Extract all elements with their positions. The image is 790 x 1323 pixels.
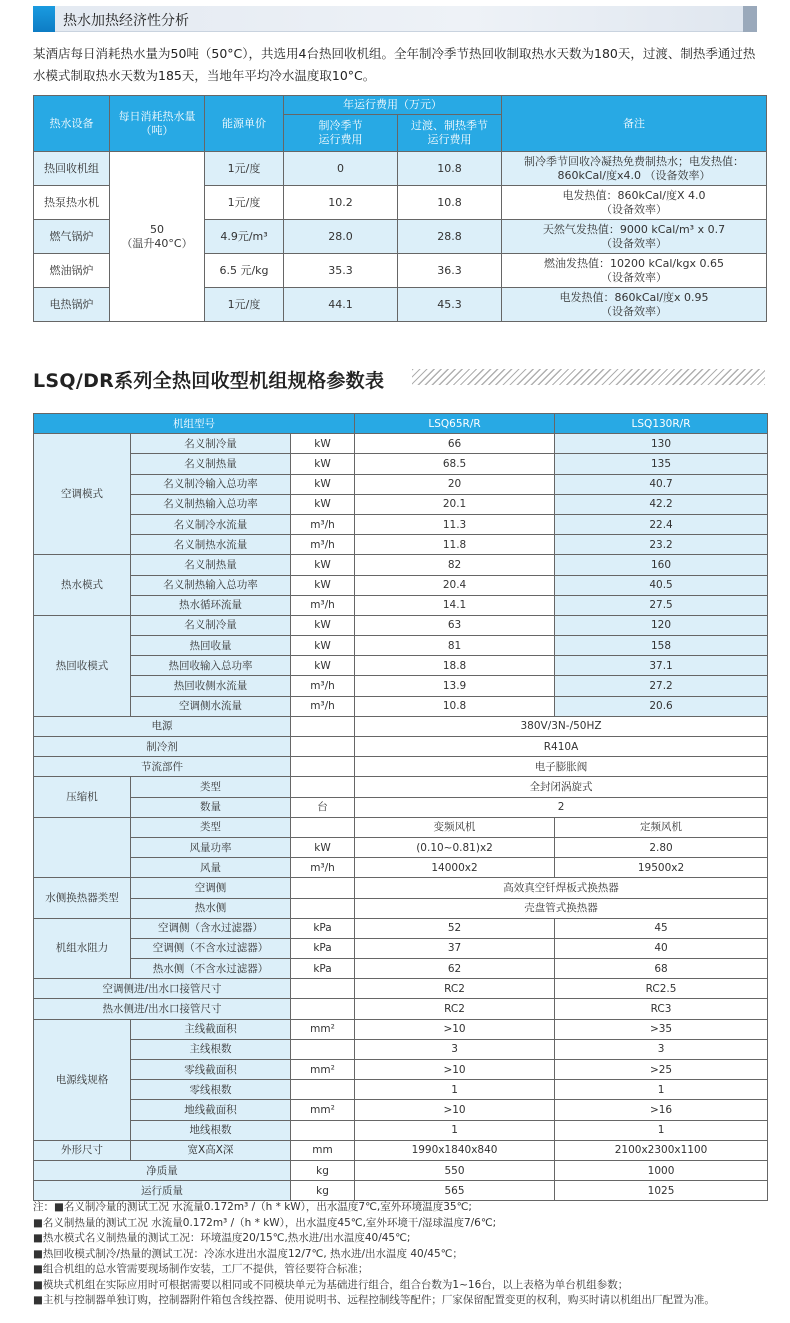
cell-item: 空调侧水流量: [131, 696, 291, 716]
cell-price: 1元/度: [205, 288, 284, 322]
cell-item: 热水侧进/出水口接管尺寸: [34, 999, 291, 1019]
cell-item: 风量功率: [131, 837, 291, 857]
cell-item: 热回收量: [131, 636, 291, 656]
th-price: 能源单价: [205, 96, 284, 152]
table-row: [34, 1140, 768, 1160]
table-row: [34, 1181, 768, 1201]
cell-unit: [291, 757, 355, 777]
table-row: [34, 595, 768, 615]
cell-unit: kPa: [291, 959, 355, 979]
cell-value-1: 10.8: [355, 696, 555, 716]
cell-value-2: 1: [555, 1120, 768, 1140]
group-label: 热回收模式: [34, 615, 131, 716]
cell-value: 2: [355, 797, 768, 817]
cell-remark: 燃油发热值：10200 kCal/kgx 0.65 （设备效率）: [502, 254, 767, 288]
cell-unit: kW: [291, 575, 355, 595]
table-header-row: [34, 414, 768, 434]
table-row: [34, 817, 768, 837]
spec-section-title: LSQ/DR系列全热回收型机组规格参数表: [33, 370, 385, 392]
th-annual: 年运行费用（万元）: [284, 96, 502, 115]
cell-value-2: 27.5: [555, 595, 768, 615]
cell-value-1: (0.10~0.81)x2: [355, 837, 555, 857]
cell-daily: 50 （温升40°C）: [110, 152, 205, 322]
cell-item: 空调侧进/出水口接管尺寸: [34, 979, 291, 999]
cell-unit: mm²: [291, 1019, 355, 1039]
cell-value-2: 135: [555, 454, 768, 474]
cell-unit: kW: [291, 615, 355, 635]
cell-transition: 36.3: [398, 254, 502, 288]
group-label: 外形尺寸: [34, 1140, 131, 1160]
cell-unit: [291, 737, 355, 757]
table-row: [34, 676, 768, 696]
cell-item: 名义制冷量: [131, 615, 291, 635]
note-line: ■模块式机组在实际应用时可根据需要以相同或不同模块单元为基础进行组合，组合台数为1~16台，以上表格为单台机组参数；: [33, 1278, 629, 1291]
cell-value-1: 14.1: [355, 595, 555, 615]
cell-value-1: 565: [355, 1181, 555, 1201]
cell-remark: 天然气发热值：9000 kCal/m³ x 0.7 （设备效率）: [502, 220, 767, 254]
cell-unit: [291, 898, 355, 918]
cell-item: 电源: [34, 716, 291, 736]
cell-unit: mm²: [291, 1060, 355, 1080]
cell-value-2: RC3: [555, 999, 768, 1019]
cell-value-2: 27.2: [555, 676, 768, 696]
table-row: [34, 757, 768, 777]
cell-value-1: 20.1: [355, 494, 555, 514]
cell-item: 空调侧（不含水过滤器）: [131, 938, 291, 958]
th-device: 热水设备: [34, 96, 110, 152]
cell-value: 高效真空钎焊板式换热器: [355, 878, 768, 898]
cell-item: 热水侧: [131, 898, 291, 918]
cell-value-2: 1: [555, 1080, 768, 1100]
cell-value-2: 40.5: [555, 575, 768, 595]
cell-value-2: 37.1: [555, 656, 768, 676]
cell-item: 地线截面积: [131, 1100, 291, 1120]
notes-block: [33, 1200, 773, 1309]
cell-unit: [291, 1120, 355, 1140]
cell-device: 电热锅炉: [34, 288, 110, 322]
cell-value: R410A: [355, 737, 768, 757]
cell-unit: kW: [291, 494, 355, 514]
cell-value-2: 1025: [555, 1181, 768, 1201]
cell-unit: kW: [291, 656, 355, 676]
cell-value-2: 40: [555, 938, 768, 958]
table-row: [34, 938, 768, 958]
cell-value-1: >10: [355, 1019, 555, 1039]
cell-item: 数量: [131, 797, 291, 817]
cell-value-1: 18.8: [355, 656, 555, 676]
cell-transition: 45.3: [398, 288, 502, 322]
cell-value: 全封闭涡旋式: [355, 777, 768, 797]
economy-table: [33, 95, 767, 322]
cell-value-2: 68: [555, 959, 768, 979]
cell-value-1: 63: [355, 615, 555, 635]
cell-unit: [291, 817, 355, 837]
th-transition: 过渡、制热季节 运行费用: [398, 115, 502, 152]
cell-item: 空调侧: [131, 878, 291, 898]
cell-item: 名义制冷水流量: [131, 514, 291, 534]
cell-price: 6.5 元/kg: [205, 254, 284, 288]
cell-item: 名义制热水流量: [131, 535, 291, 555]
note-line: ■组合机组的总水管需要现场制作安装，工厂不提供，管径要符合标准；: [33, 1263, 369, 1275]
cell-cooling: 44.1: [284, 288, 398, 322]
cell-item: 主线截面积: [131, 1019, 291, 1039]
cell-value-1: 37: [355, 938, 555, 958]
cell-value: 380V/3N-/50HZ: [355, 716, 768, 736]
group-label: 机组水阻力: [34, 918, 131, 979]
cell-item: 热回收侧水流量: [131, 676, 291, 696]
cell-value-1: >10: [355, 1100, 555, 1120]
cell-price: 1元/度: [205, 186, 284, 220]
cell-value-1: >10: [355, 1060, 555, 1080]
table-row: [34, 959, 768, 979]
group-label: 水侧换热器类型: [34, 878, 131, 918]
cell-value-1: 13.9: [355, 676, 555, 696]
cell-device: 燃油锅炉: [34, 254, 110, 288]
cell-value-1: 1: [355, 1080, 555, 1100]
cell-unit: [291, 999, 355, 1019]
cell-value-2: 2100x2300x1100: [555, 1140, 768, 1160]
cell-item: 名义制热输入总功率: [131, 575, 291, 595]
table-row: [34, 555, 768, 575]
cell-item: 主线根数: [131, 1039, 291, 1059]
cell-transition: 10.8: [398, 186, 502, 220]
cell-item: 运行质量: [34, 1181, 291, 1201]
cell-item: 名义制冷输入总功率: [131, 474, 291, 494]
table-row: [34, 696, 768, 716]
cell-item: 热水侧（不含水过滤器）: [131, 959, 291, 979]
cell-value-1: 62: [355, 959, 555, 979]
table-row: [34, 1039, 768, 1059]
table-row: [34, 979, 768, 999]
cell-value-2: 45: [555, 918, 768, 938]
cell-value-1: 20.4: [355, 575, 555, 595]
cell-unit: [291, 1039, 355, 1059]
cell-value: 壳盘管式换热器: [355, 898, 768, 918]
cell-item: 风量: [131, 858, 291, 878]
note-line: ■主机与控制器单独订购，控制器附件箱包含线控器、使用说明书、远程控制线等配件；厂家保留配置变更的权利，购买时请以机组出厂配置为准。: [33, 1294, 715, 1306]
group-label: 热水模式: [34, 555, 131, 616]
table-row: [34, 636, 768, 656]
cell-item: 名义制热量: [131, 454, 291, 474]
table-row: [34, 474, 768, 494]
cell-value-1: 20: [355, 474, 555, 494]
cell-value-2: 42.2: [555, 494, 768, 514]
group-label: 电源线规格: [34, 1019, 131, 1140]
cell-device: 燃气锅炉: [34, 220, 110, 254]
cell-unit: kPa: [291, 938, 355, 958]
cell-unit: m³/h: [291, 595, 355, 615]
cell-value: 电子膨胀阀: [355, 757, 768, 777]
cell-unit: m³/h: [291, 535, 355, 555]
table-row: [34, 1019, 768, 1039]
cell-value-1: 3: [355, 1039, 555, 1059]
cell-unit: kW: [291, 434, 355, 454]
cell-value-1: 1: [355, 1120, 555, 1140]
table-row: [34, 898, 768, 918]
cell-value-2: >25: [555, 1060, 768, 1080]
cell-item: 宽X高X深: [131, 1140, 291, 1160]
cell-value-1: 550: [355, 1160, 555, 1180]
cell-cooling: 28.0: [284, 220, 398, 254]
table-row: [34, 999, 768, 1019]
cell-item: 地线根数: [131, 1120, 291, 1140]
table-row: [34, 434, 768, 454]
table-row: [34, 615, 768, 635]
cell-item: 节流部件: [34, 757, 291, 777]
cell-value-2: 1000: [555, 1160, 768, 1180]
cell-unit: m³/h: [291, 696, 355, 716]
table-row: [34, 514, 768, 534]
table-row: [34, 1100, 768, 1120]
table-row: [34, 152, 767, 186]
cell-value-1: 1990x1840x840: [355, 1140, 555, 1160]
cell-value-2: 20.6: [555, 696, 768, 716]
cell-item: 名义制热量: [131, 555, 291, 575]
cell-unit: kW: [291, 454, 355, 474]
intro-paragraph: 某酒店每日消耗热水量为50吨（50°C），共选用4台热回收机组。全年制冷季节热回收制取热水天数为180天，过渡、制热季通过热水模式制取热水天数为185天，当地年平均冷水温度取10°C。: [33, 46, 756, 83]
cell-value-1: 82: [355, 555, 555, 575]
cell-unit: kW: [291, 555, 355, 575]
th-model-2: LSQ130R/R: [555, 414, 768, 434]
cell-item: 制冷剂: [34, 737, 291, 757]
cell-unit: mm: [291, 1140, 355, 1160]
cell-cooling: 35.3: [284, 254, 398, 288]
header-accent-block: [33, 6, 55, 32]
cell-item: 净质量: [34, 1160, 291, 1180]
table-row: [34, 1060, 768, 1080]
cell-unit: m³/h: [291, 514, 355, 534]
cell-unit: kW: [291, 837, 355, 857]
cell-cooling: 10.2: [284, 186, 398, 220]
cell-item: 热回收输入总功率: [131, 656, 291, 676]
cell-item: 零线截面积: [131, 1060, 291, 1080]
cell-device: 热泵热水机: [34, 186, 110, 220]
cell-remark: 电发热值：860kCal/度x 0.95 （设备效率）: [502, 288, 767, 322]
cell-unit: 台: [291, 797, 355, 817]
table-row: [34, 535, 768, 555]
cell-value-2: 160: [555, 555, 768, 575]
cell-unit: mm²: [291, 1100, 355, 1120]
group-label: 压缩机: [34, 777, 131, 817]
cell-value-2: 2.80: [555, 837, 768, 857]
table-row: [34, 918, 768, 938]
note-line: ■热回收模式制冷/热量的测试工况：冷冻水进出水温度12/7℃, 热水进/出水温度 40/45℃；: [33, 1247, 463, 1260]
table-row: [34, 737, 768, 757]
table-row: [34, 837, 768, 857]
cell-remark: 制冷季节回收冷凝热免费制热水；电发热值： 860kCal/度x4.0 （设备效率）: [502, 152, 767, 186]
cell-value-2: >35: [555, 1019, 768, 1039]
cell-value-1: RC2: [355, 979, 555, 999]
cell-value-2: 3: [555, 1039, 768, 1059]
table-row: [34, 656, 768, 676]
cell-unit: [291, 878, 355, 898]
cell-cooling: 0: [284, 152, 398, 186]
spec-table: [33, 413, 768, 1201]
note-line: ■名义制热量的测试工况 水流量0.172m³ /（h * kW），出水温度45℃,室外环境干/湿球温度7/6℃;: [33, 1216, 497, 1229]
group-label: 空调模式: [34, 434, 131, 555]
table-row: [34, 878, 768, 898]
th-cooling: 制冷季节 运行费用: [284, 115, 398, 152]
cell-price: 4.9元/m³: [205, 220, 284, 254]
cell-value-2: 23.2: [555, 535, 768, 555]
cell-item: 热水循环流量: [131, 595, 291, 615]
cell-value-1: 变频风机: [355, 817, 555, 837]
cell-item: 类型: [131, 777, 291, 797]
table-row: [34, 454, 768, 474]
cell-value-1: 81: [355, 636, 555, 656]
cell-transition: 10.8: [398, 152, 502, 186]
th-model: 机组型号: [34, 414, 355, 434]
note-line: ■热水模式名义制热量的测试工况：环境温度20/15℃,热水进/出水温度40/45℃;: [33, 1232, 411, 1244]
cell-value-1: 68.5: [355, 454, 555, 474]
cell-unit: m³/h: [291, 676, 355, 696]
cell-unit: [291, 979, 355, 999]
cell-transition: 28.8: [398, 220, 502, 254]
cell-item: 类型: [131, 817, 291, 837]
table-row: [34, 494, 768, 514]
cell-unit: m³/h: [291, 858, 355, 878]
cell-value-1: 52: [355, 918, 555, 938]
table-row: [34, 1080, 768, 1100]
cell-value-1: 14000x2: [355, 858, 555, 878]
cell-unit: [291, 716, 355, 736]
cell-unit: kW: [291, 636, 355, 656]
cell-value-2: >16: [555, 1100, 768, 1120]
cell-value-2: 158: [555, 636, 768, 656]
cell-item: 空调侧（含水过滤器）: [131, 918, 291, 938]
cell-value-2: 40.7: [555, 474, 768, 494]
cell-unit: [291, 1080, 355, 1100]
cell-unit: kPa: [291, 918, 355, 938]
section-header: [33, 6, 757, 32]
cell-value-2: 19500x2: [555, 858, 768, 878]
cell-device: 热回收机组: [34, 152, 110, 186]
cell-unit: kW: [291, 474, 355, 494]
table-row: [34, 797, 768, 817]
cell-value-2: 130: [555, 434, 768, 454]
cell-unit: kg: [291, 1160, 355, 1180]
table-row: [34, 777, 768, 797]
table-row: [34, 1160, 768, 1180]
cell-remark: 电发热值：860kCal/度X 4.0 （设备效率）: [502, 186, 767, 220]
th-remark: 备注: [502, 96, 767, 152]
th-model-1: LSQ65R/R: [355, 414, 555, 434]
cell-unit: [291, 777, 355, 797]
table-row: [34, 575, 768, 595]
table-row: [34, 716, 768, 736]
cell-price: 1元/度: [205, 152, 284, 186]
header-end-block: [743, 6, 757, 32]
cell-value-2: RC2.5: [555, 979, 768, 999]
cell-unit: kg: [291, 1181, 355, 1201]
cell-value-1: RC2: [355, 999, 555, 1019]
cell-item: 名义制热输入总功率: [131, 494, 291, 514]
cell-item: 零线根数: [131, 1080, 291, 1100]
group-label: [34, 817, 131, 878]
table-row: [34, 858, 768, 878]
cell-value-1: 11.3: [355, 514, 555, 534]
cell-value-1: 11.8: [355, 535, 555, 555]
note-line: 注：■名义制冷量的测试工况 水流量0.172m³ /（h * kW），出水温度7℃,室外环境温度35℃;: [33, 1201, 472, 1213]
cell-value-2: 定频风机: [555, 817, 768, 837]
title-hatch-decoration: [412, 369, 765, 385]
section-title: 热水加热经济性分析: [63, 13, 189, 29]
table-row: [34, 1120, 768, 1140]
cell-value-1: 66: [355, 434, 555, 454]
cell-value-2: 120: [555, 615, 768, 635]
cell-value-2: 22.4: [555, 514, 768, 534]
th-daily: 每日消耗热水量 （吨）: [110, 96, 205, 152]
cell-item: 名义制冷量: [131, 434, 291, 454]
